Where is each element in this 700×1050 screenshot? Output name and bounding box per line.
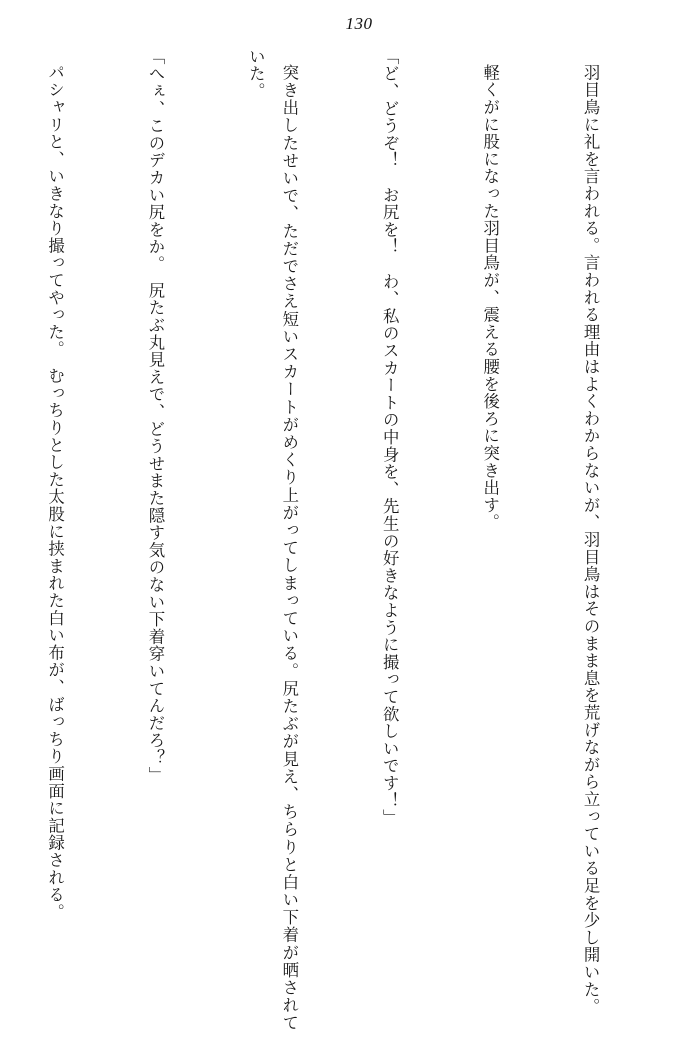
vertical-text-block [26, 48, 674, 1032]
paragraph: 羽目鳥に礼を言われる。言われる理由はよくわからないが、羽目鳥はそのまま息を荒げながら立っている足を少し開いた。 [581, 64, 601, 1016]
page-number: 130 [345, 14, 373, 33]
paragraph: 「ど、どうぞ！ お尻を！ わ、私のスカートの中身を、先生の好きなように撮って欲しいです！」 [380, 48, 400, 827]
page-body [26, 48, 674, 1032]
paragraph: 軽くがに股になった羽目鳥が、震える腰を後ろに突き出す。 [480, 64, 500, 532]
paragraph: 突き出したせいで、ただでさえ短いスカートがめくり上がってしまっている。尻たぶが見え、ちらりと白い下着が晒されていた。 [246, 48, 299, 1032]
paragraph: 「へぇ、このデカい尻をか。 尻たぶ丸見えで、どうせまた隠す気のない下着穿いてんだろ？」 [145, 48, 165, 784]
page-header [26, 14, 674, 48]
paragraph: パシャリと、いきなり撮ってやった。 むっちりとした太股に挟まれた白い布が、ばっちり画面に記録される。 [45, 64, 65, 922]
